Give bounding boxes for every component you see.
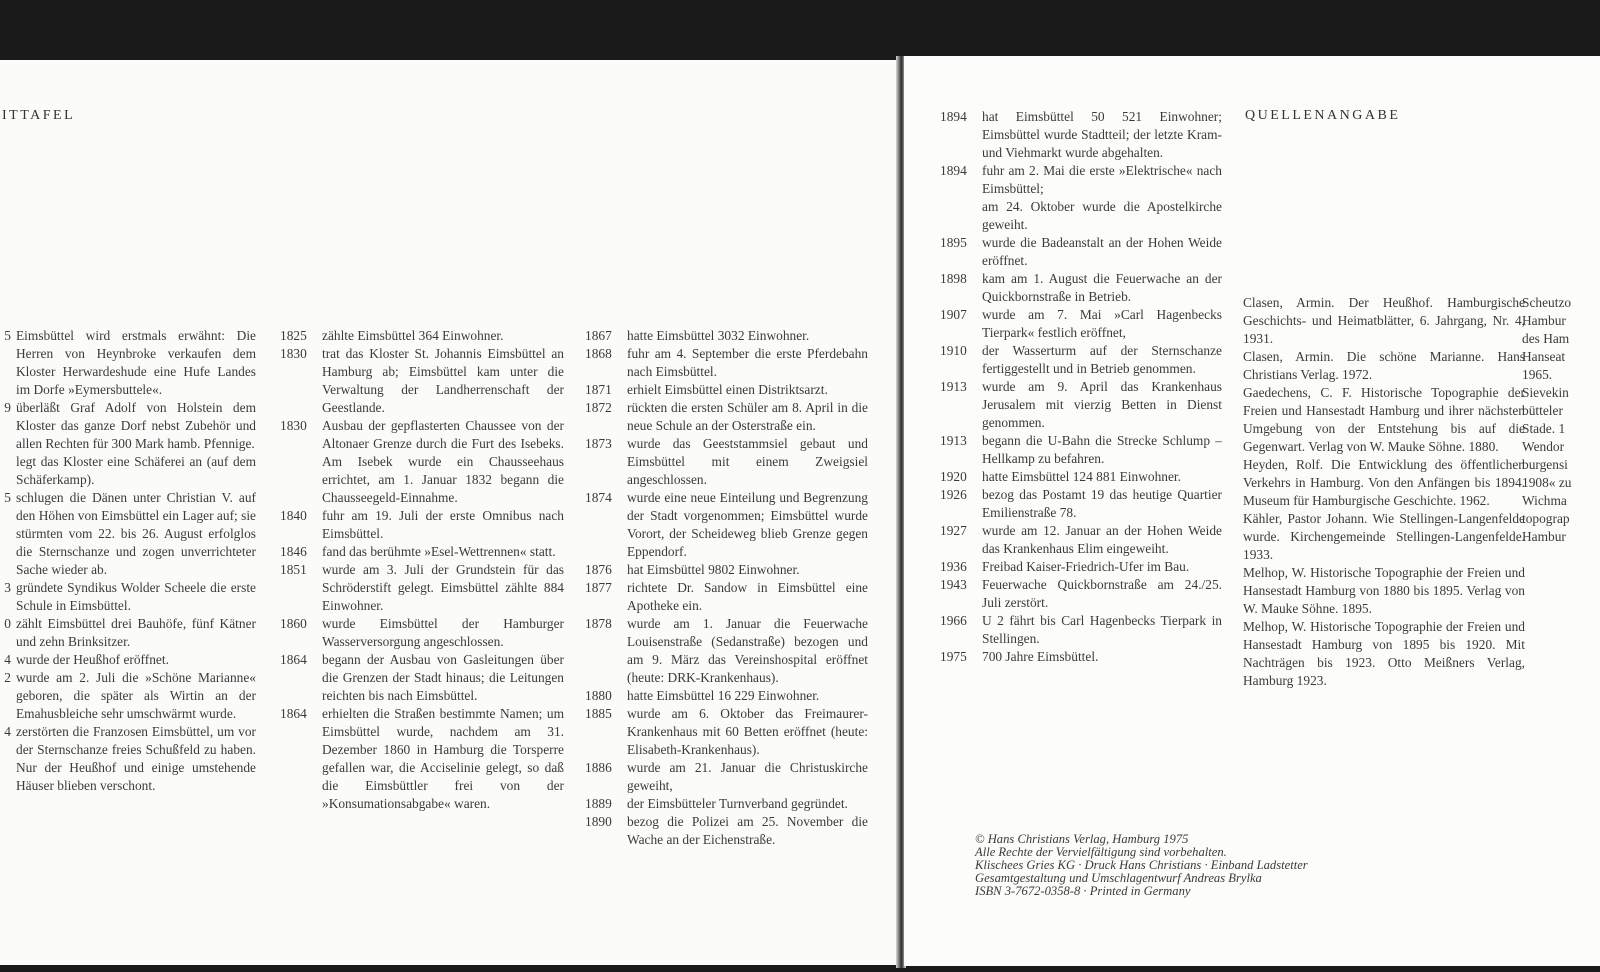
timeline-entry <box>940 612 1222 648</box>
timeline-entry <box>585 615 868 687</box>
entry-year: 1825 <box>280 328 307 343</box>
timeline-entry <box>585 579 868 615</box>
entry-year: 1943 <box>940 577 967 592</box>
timeline-entry <box>585 489 868 561</box>
entry-text: wurde am 1. Januar die Feuerwache Louisenstraße (Sedanstraße) bezogen und am 9. März das Vereinshospital eröffnet (heute: DRK-Krankenhaus). <box>627 616 868 685</box>
left-page-heading: ITTAFEL <box>2 108 76 123</box>
cut-off-line: 1908« zu <box>1522 475 1572 490</box>
entry-year: 1927 <box>940 523 967 538</box>
entry-text: zählt Eimsbüttel drei Bauhöfe, fünf Kätner und zehn Brinksitzer. <box>16 616 256 649</box>
cut-off-line: Wendor <box>1522 439 1565 454</box>
entry-text: überläßt Graf Adolf von Holstein dem Kloster das ganze Dorf nebst Zubehör und allen Rechten für 300 Mark hamb. Pfennige. <box>16 400 256 451</box>
entry-year: 1846 <box>280 544 307 559</box>
entry-text: wurde eine neue Einteilung und Begrenzung der Stadt vorgenommen; Eimsbüttel wurde Vorort, der Scheideweg blieb Grenze gegen Eppendorf. <box>627 490 868 559</box>
entry-year: 1926 <box>940 487 967 502</box>
entry-year: 1874 <box>585 490 612 505</box>
imprint-line: Klischees Gries KG · Druck Hans Christians · Einband Ladstetter <box>975 858 1308 872</box>
cut-off-line: Sievekin <box>1522 385 1569 400</box>
cut-off-line: Scheutzo <box>1522 295 1572 310</box>
entry-year: 1878 <box>585 616 612 631</box>
entry-year: 5 <box>4 490 11 505</box>
entry-year: 1877 <box>585 580 612 595</box>
entry-text: erhielt Eimsbüttel einen Distriktsarzt. <box>627 382 828 397</box>
timeline-entry <box>585 381 868 399</box>
entry-year: 1871 <box>585 382 612 397</box>
timeline-entry <box>2 579 256 615</box>
entry-text: begann der Ausbau von Gasleitungen über die Grenzen der Stadt hinaus; die Leitungen reichten bis nach Eimsbüttel. <box>322 652 564 703</box>
timeline-entry <box>280 417 564 507</box>
entry-year: 1910 <box>940 343 967 358</box>
entry-year: 4 <box>4 652 11 667</box>
entry-text: begann die U-Bahn die Strecke Schlump – Hellkamp zu befahren. <box>982 433 1222 466</box>
timeline-column-1 <box>2 327 256 795</box>
entry-text: fuhr am 4. September die erste Pferdebahn nach Eimsbüttel. <box>627 346 868 379</box>
entry-year: 1913 <box>940 379 967 394</box>
entry-text: rückten die ersten Schüler am 8. April in die neue Schule an der Osterstraße ein. <box>627 400 868 433</box>
entry-text: gründete Syndikus Wolder Scheele die erste Schule in Eimsbüttel. <box>16 580 256 613</box>
source-entry: Melhop, W. Historische Topographie der Freien und Hansestadt Hamburg von 1880 bis 1895. Verlag von W. Mauke Söhne. 1895. <box>1243 565 1525 616</box>
imprint-line: Gesamtgestaltung und Umschlagentwurf Andreas Brylka <box>975 871 1262 885</box>
imprint <box>975 833 1308 898</box>
entry-text: erhielten die Straßen bestimmte Namen; um Eimsbüttel wurde, nachdem am 31. Dezember 1860 in Hamburg die Torsperre gefallen war, die Acciselinie gelegt, so daß die Eimsbüttler frei von der »Konsumationsabgabe« waren. <box>322 706 564 811</box>
entry-year: 1830 <box>280 346 307 361</box>
timeline-entry <box>940 522 1222 558</box>
entry-text: hat Eimsbüttel 50 521 Einwohner; Eimsbüttel wurde Stadtteil; der letzte Kram- und Viehmarkt wurde abgehalten. <box>982 109 1222 160</box>
entry-text: wurde Eimsbüttel der Hamburger Wasserversorgung angeschlossen. <box>322 616 564 649</box>
imprint-line: Alle Rechte der Vervielfältigung sind vorbehalten. <box>975 845 1227 859</box>
entry-text: richtete Dr. Sandow in Eimsbüttel eine Apotheke ein. <box>627 580 868 613</box>
timeline-entry <box>2 453 256 489</box>
timeline-entry <box>2 615 256 651</box>
cut-off-line: topograp <box>1522 511 1570 526</box>
entry-text: wurde die Badeanstalt an der Hohen Weide eröffnet. <box>982 235 1222 268</box>
entry-year: 3 <box>4 580 11 595</box>
entry-text: legt das Kloster eine Schäferei an (auf dem Schäferkamp). <box>16 454 256 487</box>
timeline-entry <box>940 486 1222 522</box>
entry-year: 0 <box>4 616 11 631</box>
cut-off-line: bütteler <box>1522 403 1563 418</box>
entry-text: am 24. Oktober wurde die Apostelkirche geweiht. <box>982 199 1222 232</box>
entry-text: Eimsbüttel wird erstmals erwähnt: Die Herren von Heynbroke verkaufen dem Kloster Herwardeshude eine Hufe Landes im Dorfe »Eymersbuttele«. <box>16 328 256 397</box>
entry-text: zerstörten die Franzosen Eimsbüttel, um vor der Sternschanze freies Schußfeld zu haben. Nur der Heußhof und einige umstehende Häuser blieben verschont. <box>16 724 256 793</box>
timeline-entry <box>2 399 256 453</box>
entry-year: 1867 <box>585 328 612 343</box>
timeline-entry <box>585 759 868 795</box>
entry-year: 1880 <box>585 688 612 703</box>
cut-off-line: des Ham <box>1522 331 1570 346</box>
timeline-column-3 <box>585 327 868 849</box>
cut-off-line: Hambur <box>1522 529 1566 544</box>
entry-year: 1890 <box>585 814 612 829</box>
entry-text: Freibad Kaiser-Friedrich-Ufer im Bau. <box>982 559 1190 574</box>
entry-year: 1913 <box>940 433 967 448</box>
timeline-entry <box>940 378 1222 432</box>
entry-text: wurde am 6. Oktober das Freimaurer-Krankenhaus mit 60 Betten eröffnet (heute: Elisabeth-Krankenhaus). <box>627 706 868 757</box>
cut-off-line: burgensi <box>1522 457 1568 472</box>
entry-text: wurde der Heußhof eröffnet. <box>16 652 169 667</box>
entry-text: wurde das Geeststammsiel gebaut und Eimsbüttel mit einem Zweigsiel angeschlossen. <box>627 436 868 487</box>
entry-text: fuhr am 2. Mai die erste »Elektrische« nach Eimsbüttel; <box>982 163 1222 196</box>
timeline-entry <box>585 327 868 345</box>
timeline-entry <box>940 234 1222 270</box>
entry-year: 4 <box>4 724 11 739</box>
timeline-entry <box>585 399 868 435</box>
entry-text: wurde am 7. Mai »Carl Hagenbecks Tierpark« festlich eröffnet, <box>982 307 1222 340</box>
timeline-entry <box>940 576 1222 612</box>
timeline-entry <box>585 687 868 705</box>
entry-year: 1936 <box>940 559 967 574</box>
sources-list <box>1243 294 1525 690</box>
entry-year: 1872 <box>585 400 612 415</box>
entry-year: 1975 <box>940 649 967 664</box>
sources-heading: QUELLENANGABE <box>1245 108 1401 123</box>
entry-text: hatte Eimsbüttel 124 881 Einwohner. <box>982 469 1181 484</box>
timeline-entry <box>280 615 564 651</box>
entry-year: 1885 <box>585 706 612 721</box>
entry-text: wurde am 21. Januar die Christuskirche geweiht, <box>627 760 868 793</box>
cut-off-column <box>1522 294 1600 546</box>
entry-text: hatte Eimsbüttel 16 229 Einwohner. <box>627 688 820 703</box>
timeline-entry <box>2 327 256 399</box>
entry-year: 1876 <box>585 562 612 577</box>
entry-text: bezog das Postamt 19 das heutige Quartier Emilienstraße 78. <box>982 487 1222 520</box>
timeline-entry <box>280 561 564 615</box>
timeline-entry <box>585 795 868 813</box>
entry-text: wurde am 3. Juli der Grundstein für das Schröderstift gelegt. Eimsbüttel zählte 884 Einwohner. <box>322 562 564 613</box>
timeline-entry <box>585 813 868 849</box>
entry-year: 1864 <box>280 652 307 667</box>
timeline-entry <box>280 543 564 561</box>
entry-year: 1966 <box>940 613 967 628</box>
source-entry: Kähler, Pastor Johann. Wie Stellingen-Langenfelde wurde. Kirchengemeinde Stellingen-Langenfelde. 1933. <box>1243 511 1525 562</box>
timeline-entry <box>280 507 564 543</box>
entry-text: zählte Eimsbüttel 364 Einwohner. <box>322 328 504 343</box>
entry-year: 1851 <box>280 562 307 577</box>
entry-text: wurde am 12. Januar an der Hohen Weide das Krankenhaus Elim eingeweiht. <box>982 523 1222 556</box>
timeline-entry <box>940 198 1222 234</box>
entry-text: wurde am 2. Juli die »Schöne Marianne« geboren, die später als Wirtin an der Emahusbleiche sehr umschwärmt wurde. <box>16 670 256 721</box>
timeline-entry <box>585 705 868 759</box>
imprint-line: © Hans Christians Verlag, Hamburg 1975 <box>975 832 1189 846</box>
source-entry: Gaedechens, C. F. Historische Topographie der Freien und Hansestadt Hamburg und ihrer nächsten Umgebung von der Entstehung bis auf die Gegenwart. Verlag von W. Mauke Söhne. 1880. <box>1243 385 1525 454</box>
cut-off-line: 1965. <box>1522 367 1553 382</box>
entry-year: 1864 <box>280 706 307 721</box>
entry-year: 5 <box>4 328 11 343</box>
timeline-entry <box>940 468 1222 486</box>
cut-off-line: Stade. 1 <box>1522 421 1566 436</box>
timeline-entry <box>2 669 256 723</box>
entry-year: 1830 <box>280 418 307 433</box>
entry-year: 1840 <box>280 508 307 523</box>
entry-year: 1873 <box>585 436 612 451</box>
entry-text: hat Eimsbüttel 9802 Einwohner. <box>627 562 800 577</box>
timeline-entry <box>940 108 1222 162</box>
timeline-entry <box>940 648 1222 666</box>
source-entry: Melhop, W. Historische Topographie der Freien und Hansestadt Hamburg von 1895 bis 1920. Mit Nachträgen bis 1923. Otto Meißners Verlag, Hamburg 1923. <box>1243 619 1525 688</box>
entry-text: Feuerwache Quickbornstraße am 24./25. Juli zerstört. <box>982 577 1222 610</box>
timeline-entry <box>940 432 1222 468</box>
imprint-line: ISBN 3-7672-0358-8 · Printed in Germany <box>975 884 1191 898</box>
entry-year: 1907 <box>940 307 967 322</box>
timeline-entry <box>2 723 256 795</box>
entry-text: U 2 fährt bis Carl Hagenbecks Tierpark in Stellingen. <box>982 613 1222 646</box>
entry-text: wurde am 9. April das Krankenhaus Jerusalem mit vierzig Betten in Dienst genommen. <box>982 379 1222 430</box>
entry-text: der Eimsbütteler Turnverband gegründet. <box>627 796 848 811</box>
timeline-entry <box>585 435 868 489</box>
entry-text: hatte Eimsbüttel 3032 Einwohner. <box>627 328 810 343</box>
timeline-column-4 <box>940 108 1222 666</box>
timeline-entry <box>280 651 564 705</box>
entry-text: der Wasserturm auf der Sternschanze fertiggestellt und in Betrieb genommen. <box>982 343 1222 376</box>
entry-year: 1895 <box>940 235 967 250</box>
timeline-entry <box>940 558 1222 576</box>
source-entry: Clasen, Armin. Der Heußhof. Hamburgische Geschichts- und Heimatblätter, 6. Jahrgang, Nr. 4, 1931. <box>1243 295 1525 346</box>
entry-text: kam am 1. August die Feuerwache an der Quickbornstraße in Betrieb. <box>982 271 1222 304</box>
source-entry: Clasen, Armin. Die schöne Marianne. Hans Christians Verlag. 1972. <box>1243 349 1525 382</box>
entry-year: 2 <box>4 670 11 685</box>
timeline-entry <box>940 270 1222 306</box>
timeline-column-2 <box>280 327 564 813</box>
cut-off-line: Hambur <box>1522 313 1566 328</box>
timeline-entry <box>940 162 1222 198</box>
timeline-entry <box>940 342 1222 378</box>
entry-year: 9 <box>4 400 11 415</box>
entry-text: schlugen die Dänen unter Christian V. auf den Höhen von Eimsbüttel ein Lager auf; sie stürmten vom 22. bis 26. August erfolglos die Sternschanze und zogen unverrichteter Sache wieder ab. <box>16 490 256 577</box>
entry-year: 1860 <box>280 616 307 631</box>
entry-year: 1920 <box>940 469 967 484</box>
entry-year: 1898 <box>940 271 967 286</box>
entry-year: 1886 <box>585 760 612 775</box>
entry-text: trat das Kloster St. Johannis Eimsbüttel an Hamburg ab; Eimsbüttel kam unter die Verwaltung der Landherrenschaft der Geestlande. <box>322 346 564 415</box>
entry-year: 1889 <box>585 796 612 811</box>
cut-off-line: Hanseat <box>1522 349 1566 364</box>
entry-text: 700 Jahre Eimsbüttel. <box>982 649 1099 664</box>
cut-off-line: Wichma <box>1522 493 1567 508</box>
timeline-entry <box>280 345 564 417</box>
entry-text: fand das berühmte »Esel-Wettrennen« statt. <box>322 544 556 559</box>
timeline-entry <box>585 345 868 381</box>
entry-text: Ausbau der gepflasterten Chaussee von der Altonaer Grenze durch die Furt des Isebeks. Am Isebek wurde ein Chausseehaus errichtet, am 1. Januar 1832 begann die Chausseegeld-Einnahme. <box>322 418 564 505</box>
timeline-entry <box>280 705 564 813</box>
source-entry: Heyden, Rolf. Die Entwicklung des öffentlichen Verkehrs in Hamburg. Von den Anfängen bis 1894. Museum für Hamburgische Geschichte. 1962. <box>1243 457 1525 508</box>
timeline-entry <box>585 561 868 579</box>
entry-year: 1868 <box>585 346 612 361</box>
entry-year: 1894 <box>940 109 967 124</box>
timeline-entry <box>940 306 1222 342</box>
entry-year: 1894 <box>940 163 967 178</box>
entry-text: bezog die Polizei am 25. November die Wache an der Eichenstraße. <box>627 814 868 847</box>
entry-text: fuhr am 19. Juli der erste Omnibus nach Eimsbüttel. <box>322 508 564 541</box>
timeline-entry <box>2 651 256 669</box>
timeline-entry <box>280 327 564 345</box>
timeline-entry <box>2 489 256 579</box>
